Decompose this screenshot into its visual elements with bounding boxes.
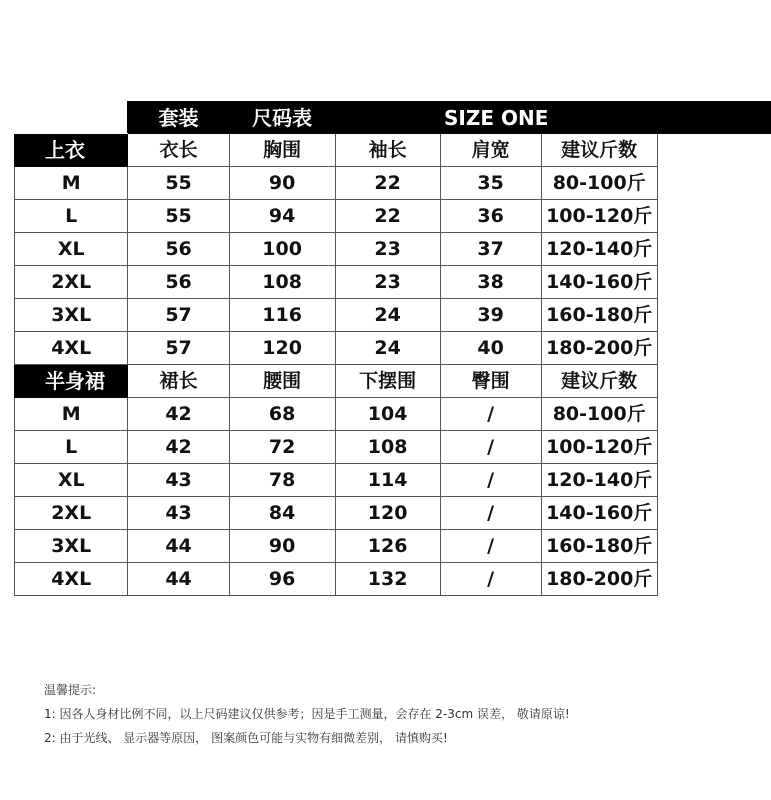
top-value-cell: 23: [335, 233, 440, 266]
top-value-cell: 24: [335, 332, 440, 365]
top-size-row: [15, 167, 771, 200]
skirt-value-cell: 132: [335, 563, 440, 596]
skirt-size-label: 2XL: [15, 497, 128, 530]
top-size-rows: [15, 167, 771, 365]
top-size-label: M: [15, 167, 128, 200]
top-value-cell: 80-100斤: [541, 167, 657, 200]
top-value-cell: 39: [440, 299, 541, 332]
skirt-size-row: [15, 563, 771, 596]
top-size-label: 2XL: [15, 266, 128, 299]
skirt-value-cell: 96: [229, 563, 335, 596]
skirt-size-rows: [15, 398, 771, 596]
skirt-value-cell: /: [440, 497, 541, 530]
skirt-value-cell: 120: [335, 497, 440, 530]
skirt-size-label: M: [15, 398, 128, 431]
top-size-row: [15, 266, 771, 299]
tip-line-1: 1: 因各人身材比例不同，以上尺码建议仅供参考；因是手工测量，会存在 2-3cm 误差， 敬请原谅!: [44, 707, 570, 721]
top-value-cell: 120-140斤: [541, 233, 657, 266]
top-value-cell: 108: [229, 266, 335, 299]
skirt-value-cell: 42: [128, 398, 229, 431]
top-value-cell: 100-120斤: [541, 200, 657, 233]
skirt-size-row: [15, 398, 771, 431]
banner-set-label: 套装: [128, 102, 229, 134]
top-value-cell: 160-180斤: [541, 299, 657, 332]
skirt-header-cell: 腰围: [229, 365, 335, 398]
top-size-label: XL: [15, 233, 128, 266]
skirt-value-cell: 126: [335, 530, 440, 563]
skirt-value-cell: 72: [229, 431, 335, 464]
banner-end-cell: [657, 102, 770, 134]
top-value-cell: 35: [440, 167, 541, 200]
skirt-value-cell: 44: [128, 530, 229, 563]
top-header-cell: 建议斤数: [541, 134, 657, 167]
banner-title: SIZE ONE: [335, 102, 657, 134]
top-value-cell: 57: [128, 332, 229, 365]
top-value-cell: 37: [440, 233, 541, 266]
skirt-value-cell: 80-100斤: [541, 398, 657, 431]
skirt-value-cell: 43: [128, 497, 229, 530]
top-header-cell: 袖长: [335, 134, 440, 167]
skirt-header-cell: 裙长: [128, 365, 229, 398]
banner-row: [15, 102, 771, 134]
top-section-label: 上衣: [15, 134, 128, 167]
top-size-label: L: [15, 200, 128, 233]
top-size-row: [15, 332, 771, 365]
top-value-cell: 94: [229, 200, 335, 233]
top-size-row: [15, 200, 771, 233]
skirt-value-cell: 120-140斤: [541, 464, 657, 497]
top-header-row: [15, 134, 771, 167]
banner-size-chart-label: 尺码表: [229, 102, 335, 134]
size-chart-table: [14, 101, 771, 596]
top-size-row: [15, 233, 771, 266]
top-header-cell: 衣长: [128, 134, 229, 167]
skirt-value-cell: 68: [229, 398, 335, 431]
top-value-cell: 57: [128, 299, 229, 332]
top-value-cell: 116: [229, 299, 335, 332]
top-value-cell: 38: [440, 266, 541, 299]
top-value-cell: 23: [335, 266, 440, 299]
top-value-cell: 180-200斤: [541, 332, 657, 365]
skirt-size-label: 3XL: [15, 530, 128, 563]
top-value-cell: 56: [128, 266, 229, 299]
skirt-value-cell: /: [440, 398, 541, 431]
skirt-header-cell: 下摆围: [335, 365, 440, 398]
skirt-value-cell: 160-180斤: [541, 530, 657, 563]
top-header-cell: 胸围: [229, 134, 335, 167]
top-size-row: [15, 299, 771, 332]
tip-line-2: 2: 由于光线、 显示器等原因， 图案颜色可能与实物有细微差别， 请慎购买!: [44, 731, 448, 745]
top-value-cell: 55: [128, 167, 229, 200]
skirt-header-row: [15, 365, 771, 398]
skirt-section-label: 半身裙: [15, 365, 128, 398]
skirt-value-cell: /: [440, 431, 541, 464]
top-value-cell: 120: [229, 332, 335, 365]
skirt-value-cell: 108: [335, 431, 440, 464]
skirt-value-cell: 90: [229, 530, 335, 563]
top-value-cell: 36: [440, 200, 541, 233]
skirt-size-label: L: [15, 431, 128, 464]
skirt-value-cell: /: [440, 530, 541, 563]
top-header-cell: 肩宽: [440, 134, 541, 167]
skirt-value-cell: 100-120斤: [541, 431, 657, 464]
top-value-cell: 100: [229, 233, 335, 266]
skirt-size-row: [15, 431, 771, 464]
skirt-size-label: XL: [15, 464, 128, 497]
skirt-size-row: [15, 464, 771, 497]
top-value-cell: 40: [440, 332, 541, 365]
skirt-value-cell: 140-160斤: [541, 497, 657, 530]
top-size-label: 4XL: [15, 332, 128, 365]
skirt-header-cell: 建议斤数: [541, 365, 657, 398]
tips-section: [44, 678, 570, 750]
tips-heading: 温馨提示:: [44, 683, 97, 697]
top-value-cell: 56: [128, 233, 229, 266]
top-value-cell: 22: [335, 200, 440, 233]
top-value-cell: 55: [128, 200, 229, 233]
skirt-value-cell: 104: [335, 398, 440, 431]
skirt-size-row: [15, 530, 771, 563]
skirt-value-cell: 43: [128, 464, 229, 497]
skirt-header-cell: 臀围: [440, 365, 541, 398]
skirt-value-cell: 114: [335, 464, 440, 497]
skirt-value-cell: 84: [229, 497, 335, 530]
top-value-cell: 22: [335, 167, 440, 200]
skirt-value-cell: 78: [229, 464, 335, 497]
skirt-value-cell: /: [440, 563, 541, 596]
skirt-value-cell: 180-200斤: [541, 563, 657, 596]
top-value-cell: 24: [335, 299, 440, 332]
top-value-cell: 140-160斤: [541, 266, 657, 299]
skirt-value-cell: 42: [128, 431, 229, 464]
top-value-cell: 90: [229, 167, 335, 200]
skirt-value-cell: 44: [128, 563, 229, 596]
skirt-size-label: 4XL: [15, 563, 128, 596]
skirt-value-cell: /: [440, 464, 541, 497]
skirt-size-row: [15, 497, 771, 530]
banner-blank-cell: [15, 102, 128, 134]
top-size-label: 3XL: [15, 299, 128, 332]
